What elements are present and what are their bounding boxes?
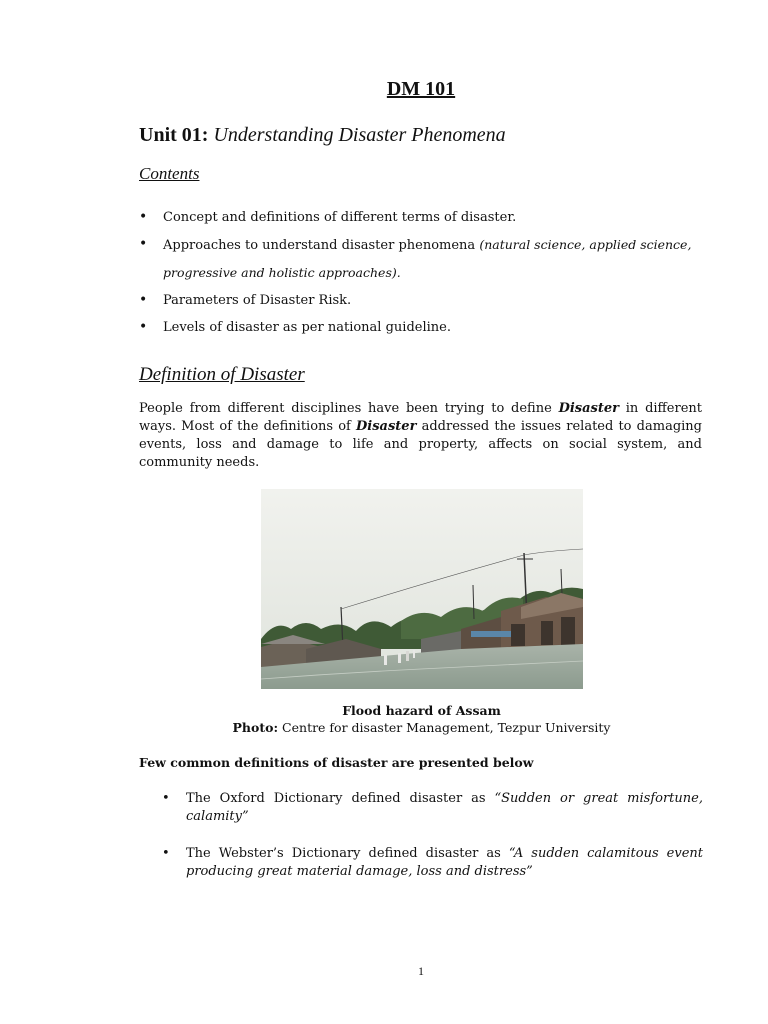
contents-list — [139, 204, 704, 341]
unit-number: Unit 01: — [139, 124, 209, 146]
figure-credit — [139, 720, 704, 735]
definitions-list — [162, 790, 703, 900]
para-text: addressed the issues related to damaging events, loss and damage to life and property, affects on social system, and community needs. — [139, 419, 702, 470]
list-item — [139, 204, 704, 231]
definition-source: The Oxford Dictionary defined disaster as — [186, 791, 495, 806]
definition-quote: “Sudden or great misfortune, calamity” — [186, 791, 703, 824]
course-code: DM 101 — [386, 78, 456, 100]
list-item — [162, 845, 703, 881]
definitions-subheading: Few common definitions of disaster are presented below — [139, 755, 534, 770]
contents-heading: Contents — [139, 164, 200, 183]
definition-heading: Definition of Disaster — [139, 364, 305, 385]
list-item-text: Approaches to understand disaster phenomena — [163, 238, 480, 253]
definition-paragraph — [139, 400, 702, 472]
definition-quote: “A sudden calamitous event producing great material damage, loss and distress” — [186, 846, 704, 879]
list-item — [162, 790, 703, 826]
figure-credit-label: Photo: — [232, 720, 279, 735]
figure-credit-text: Centre for disaster Management, Tezpur University — [278, 720, 611, 735]
para-emphasis: Disaster — [356, 419, 417, 434]
list-item — [139, 231, 704, 287]
list-item — [139, 287, 704, 314]
list-item-text: Concept and definitions of different terms of disaster. — [163, 210, 517, 225]
list-item-text: Parameters of Disaster Risk. — [163, 293, 352, 308]
para-text: in different ways. Most of the definitions of — [139, 401, 702, 434]
unit-name: Understanding Disaster Phenomena — [213, 124, 506, 146]
unit-title — [139, 124, 506, 147]
list-item-italic: (natural science, applied science, progressive and holistic approaches). — [163, 237, 692, 280]
para-emphasis: Disaster — [558, 401, 619, 416]
figure-caption-title: Flood hazard of Assam — [342, 703, 501, 718]
para-text: People from different disciplines have been trying to define — [139, 401, 559, 416]
list-item-text: Levels of disaster as per national guideline. — [163, 320, 451, 335]
flood-photo-illustration — [261, 489, 583, 689]
page-number: 1 — [418, 964, 424, 978]
definition-source: The Webster’s Dictionary defined disaster as — [186, 846, 509, 861]
flood-photo — [261, 489, 583, 689]
list-item — [139, 314, 704, 341]
